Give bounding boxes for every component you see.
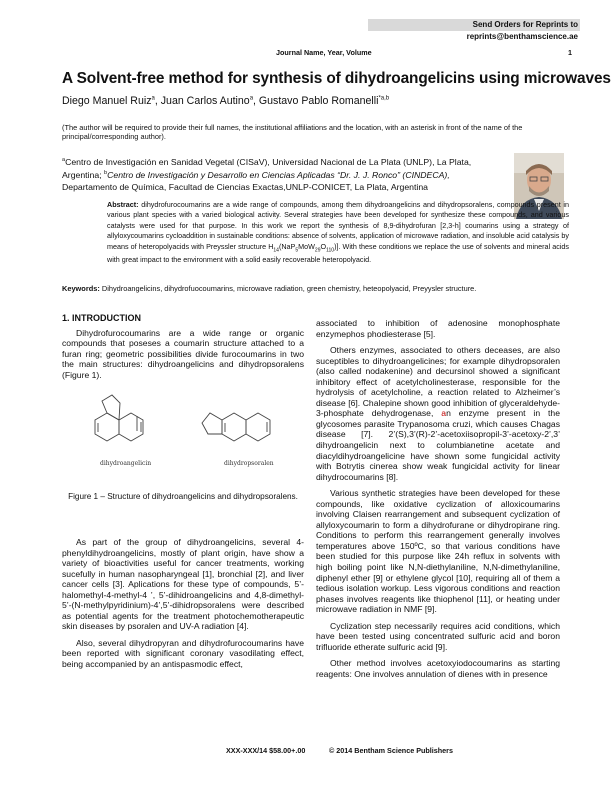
fig-label-right: dihydropsoralen — [224, 460, 274, 467]
paragraph: associated to inhibition of adenosine monophosphate enzymephos phodiesterase [5]. — [316, 318, 560, 339]
author-list: Diego Manuel Ruiz$^a$, Juan Carlos Autino$^a$, Gustavo Pablo Romanelli$^{*a,b}$ — [62, 95, 390, 107]
subscript: 29 — [314, 247, 321, 254]
affiliations — [62, 155, 507, 193]
author-name: Diego Manuel Ruiz — [62, 95, 152, 107]
copyright: © 2014 Bentham Science Publishers — [329, 746, 453, 755]
abstract-label: Abstract: — [107, 200, 139, 209]
right-column — [316, 318, 560, 686]
paper-title: A Solvent-free method for synthesis of dihydroangelicins using microwaves — [62, 70, 611, 87]
paragraph: Cyclization step necessarily requires acid conditions, which have been tested using concentrated sulfuric acid and boron trifluoride etherate sulfuric acid [9]. — [316, 620, 560, 652]
text: Others enzymes, associated to others deceases, are also suceptibles to dihydroangelicines; for example dihydropsoralen (also called nodakenine) and decursinol showed a significant inhibitory effect of acetylcholinesterase, responsible for the hydrolysis of acetylcholine, a reaction related to Alzheimer’s disease [6]. Chalepine shown good inhibition of glyceraldehyde-3-phosphate dehydrogenase, — [316, 345, 560, 419]
affil-sup: a — [62, 157, 66, 163]
section-heading: 1. INTRODUCTION — [62, 313, 142, 323]
keywords-text: Dihydroangelicins, dihydrofuocoumarins, microwave radiation, green chemistry, heteopolyacid, Preyysler structure. — [101, 284, 477, 293]
author-name: Juan Carlos Autino — [160, 95, 250, 107]
paragraph: Various synthetic strategies have been developed for these compounds, like oxidative cyclization of alloxicoumarins involving Claisen rearrangement and subsequent cyclization of allyloxycoumarin to form a dihydrofurane or dihydropirane ring. Conditions to perform this rearrangement generally involves temperatures above 150ºC, so that various conditions have been studied for this purpose like 24h reflux in solvents with high boiling point like N,N-diethylaniline, N,N-dimethylaniline, diphenyl ether [9] or ethylene glycol [10], requiring all of them a tedious isolation workup. Less vigorous conditions and reaction phases involves reagents like thiophenol [11], or heating under microwave radiation in NMF [9]. — [316, 488, 560, 615]
subscript: 110 — [326, 247, 335, 254]
paragraph: Other method involves acetoxyiodocoumarins as starting reagents: One involves annulation of dienes with in presence — [316, 658, 560, 679]
figure-caption: Figure 1 – Structure of dihydroangelicins and dihydropsoralens. — [68, 492, 298, 501]
subscript: 14 — [273, 247, 279, 254]
subscript: 5 — [295, 247, 299, 254]
author-sup: a — [249, 95, 254, 102]
author-sup: *a,b — [378, 95, 390, 102]
issn: XXX-XXX/14 $58.00+.00 — [226, 746, 306, 755]
journal-name: Journal Name, Year, Volume — [276, 48, 372, 57]
abstract-text: dihydrofurocoumarins are a wide range of compounds, among them dihydroangelicins and dihydropsoralens, compounds present in various plant species with a varied biological activity. Several strategies have been developed for synthesize these compounds, and various catalysts were used for that purpose. In this work we report the synthesis of 8,9-dihydrofuran [2,3-h] coumarins using a strategy of allyloxycoumarins cycloaddition in sustainable conditions: absence of solvents, application of microwave radiation, and insoluble acid catalysis by means of heteropolyacids with Preyssler structure H — [107, 200, 570, 251]
abstract-text-end: )]. With these conditions we replace the use of solvents and mineral acids with great impact to the environment with a solid easily recoverable heteropolyacid. — [107, 241, 570, 265]
text: n enzyme present in the glycosomes parasite Trypanosoma cruzi, which causes Chagas disease [7]. 2’(S),3’(R)-2’-acetoxiisopropil-3’-acetoxy-2’,3’ dihydroangelicin next to columbianetine acetate and diacyldihydroangelicine have shown some fungicidal activity with Botrytis cinerea show weak fungicidal activity for linear dihydrocoumarins [8]. — [316, 408, 560, 482]
keywords-label: Keywords: — [62, 284, 100, 293]
paragraph: Also, several dihydropyran and dihydrofurocoumarins have been reported with significant coronary vasodilating effect, being accompanied by an antispasmodic effect, — [62, 637, 304, 670]
formula-part: (NaP — [278, 241, 296, 251]
affil-b-dept: Departamento de Química, Facultad de Ciencias Exactas,UNLP-CONICET, La Plata, Argentina — [62, 181, 429, 192]
structure-diagram — [62, 393, 304, 478]
affil-a: Centro de Investigación en Sanidad Vegetal (CISaV), Universidad Nacional de La Plata (UNLP), La Plata, Argentina; — [62, 156, 472, 181]
paragraph — [316, 345, 560, 482]
page-number: 1 — [568, 48, 572, 57]
figure-1 — [62, 393, 304, 478]
formula-part: O — [320, 241, 327, 251]
left-column-bottom — [62, 537, 304, 676]
formula-part: MoW — [298, 241, 315, 251]
keywords — [62, 284, 582, 293]
paragraph: As part of the group of dihydroangelicins, several 4-phenyldihydroangelicins, mostly of plant origin, have show a variety of bioactivities useful for cancer treatments, working sucefully in human nasopharyngeal [1], bronchial [2], and liver cancer cells [3]. Aplications for these type of compounds, 5’-halomethyl-4-methyl-4 ’, 5’-dihidroangelicins and 4,8-dimethyl-5’-(N-methylpyridinium)-4’,5’-dihidropsoralens were described as potential agents for the treatment photochemotherapeutic skin diseases by psoralen and UV-A radiation [4]. — [62, 537, 304, 632]
author-sup: a — [151, 95, 155, 102]
abstract — [107, 200, 569, 266]
affil-b: Centro de Investigación y Desarrollo en Ciencias Aplicadas “Dr. J. J. Ronco” (CINDECA), — [107, 170, 450, 181]
author-note: (The author will be required to provide their full names, the institutional affiliations and the location, with an asterisk in front of the name of the principal/corresponding author). — [62, 123, 523, 142]
paragraph: Dihydrofurocoumarins are a wide range or organic compounds that poseses a coumarin structure attached to a furan ring; geometric possibilities divide furocoumarins in two the main structures: dihydroangelicins and dihydropsoralens (Figure 1). — [62, 327, 304, 380]
affil-sup: b — [104, 170, 108, 177]
author-name: Gustavo Pablo Romanelli — [258, 95, 379, 107]
reprints-banner: Send Orders for Reprints to reprints@benthamscience.ae — [368, 19, 580, 31]
left-column-top — [62, 313, 304, 386]
highlighted-char: a — [441, 408, 447, 419]
fig-label-left: dihydroangelicin — [100, 460, 152, 467]
